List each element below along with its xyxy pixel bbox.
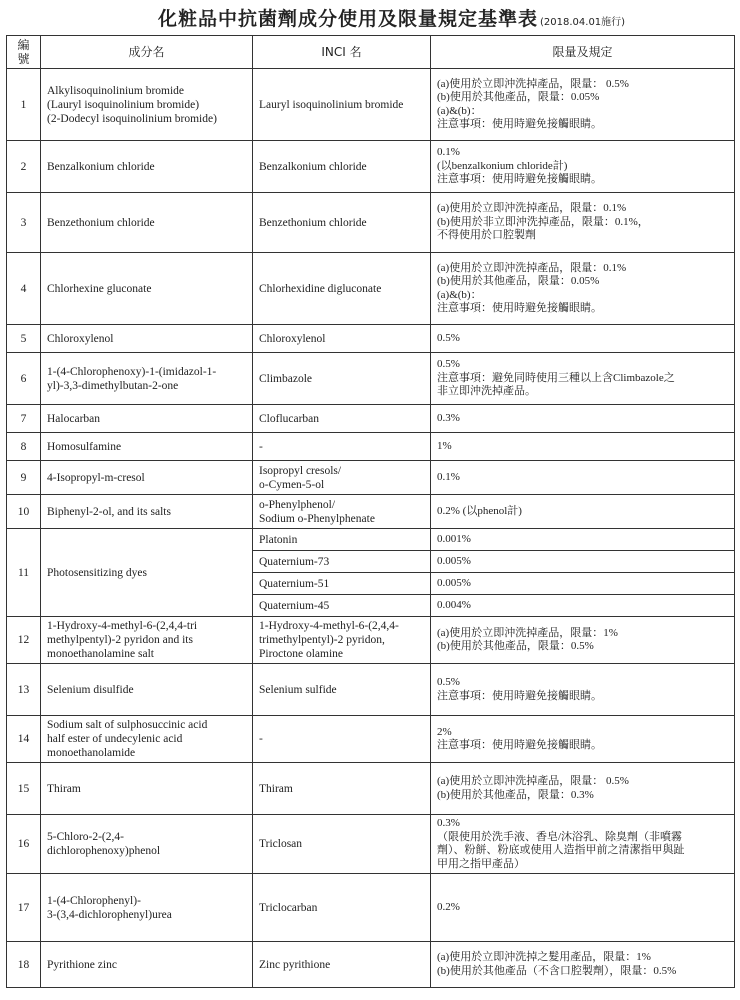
ingredient-name-line: half ester of undecylenic acid	[47, 733, 183, 745]
row-number: 15	[7, 763, 41, 815]
effective-date: (2018.04.01施行)	[540, 17, 626, 28]
ingredient-name-line: Benzethonium chloride	[47, 216, 155, 229]
table-row	[7, 495, 735, 529]
row-number: 3	[7, 193, 41, 253]
limit-rule	[431, 595, 735, 617]
inci-name	[253, 495, 431, 529]
limit-rule-line: 0.2% (以phenol計)	[437, 504, 522, 517]
inci-name	[253, 353, 431, 405]
limit-rule-line: 劑）、粉餅、粉底或使用人造指甲前之清潔指甲與趾	[437, 844, 685, 856]
inci-name	[253, 193, 431, 253]
inci-name-line: trimethylpentyl)-2 pyridon,	[259, 634, 385, 646]
table-row	[7, 193, 735, 253]
ingredient-name	[41, 353, 253, 405]
header-limit: 限量及規定	[431, 36, 735, 69]
row-number: 17	[7, 874, 41, 942]
ingredient-name-line: 5-Chloro-2-(2,4-	[47, 831, 124, 843]
limit-rule-line: (a)使用於立即沖洗掉產品，限量：0.1%	[437, 202, 627, 215]
limit-rule-line: 0.1%	[437, 146, 460, 159]
inci-name	[253, 551, 431, 573]
ingredient-name	[41, 942, 253, 988]
limit-rule-line: 0.5%	[437, 331, 460, 344]
limit-rule	[431, 551, 735, 573]
inci-name	[253, 253, 431, 325]
ingredient-name-line: yl)-3,3-dimethylbutan-2-one	[47, 379, 179, 392]
inci-name	[253, 69, 431, 141]
limit-rule-line: 非立即沖洗掉產品。	[437, 385, 536, 398]
inci-name	[253, 325, 431, 353]
ingredient-name-line: Halocarban	[47, 412, 100, 425]
ingredient-name	[41, 405, 253, 433]
limit-rule-line: 不得使用於口腔製劑	[437, 229, 536, 242]
limit-rule-line: (a)使用於立即沖洗掉產品，限量：0.1%	[437, 261, 627, 274]
ingredient-name-line: 1-(4-Chlorophenoxy)-1-(imidazol-1-	[47, 365, 217, 378]
inci-name	[253, 573, 431, 595]
table-row	[7, 763, 735, 815]
inci-name-line: -	[259, 440, 263, 453]
ingredient-name	[41, 433, 253, 461]
limit-rule	[431, 141, 735, 193]
limit-rule-line: 0.5%	[437, 676, 460, 688]
row-number: 8	[7, 433, 41, 461]
row-number: 7	[7, 405, 41, 433]
table-row	[7, 664, 735, 716]
limit-rule	[431, 716, 735, 763]
header-name: 成分名	[41, 36, 253, 69]
limit-rule-line: 0.2%	[437, 900, 460, 913]
table-row	[7, 253, 735, 325]
limit-rule	[431, 664, 735, 716]
row-number: 2	[7, 141, 41, 193]
inci-name-line: Cloflucarban	[259, 412, 320, 425]
limit-rule-line: 0.004%	[437, 598, 471, 611]
ingredient-name-line: Sodium salt of sulphosuccinic acid	[47, 719, 208, 731]
inci-name-line: Platonin	[259, 533, 298, 546]
row-number: 16	[7, 815, 41, 874]
inci-name	[253, 595, 431, 617]
limit-rule-line: (以benzalkonium chloride計)	[437, 159, 568, 172]
table-row	[7, 815, 735, 874]
inci-name	[253, 763, 431, 815]
ingredient-name-line: (Lauryl isoquinolinium bromide)	[47, 98, 200, 111]
limit-rule	[431, 405, 735, 433]
inci-name-line: Climbazole	[259, 372, 313, 385]
limit-rule-line: 注意事項：避免同時使用三種以上含Climbazole之	[437, 371, 675, 384]
page-title	[158, 4, 625, 31]
limit-rule	[431, 495, 735, 529]
table-row	[7, 353, 735, 405]
ingredient-name	[41, 461, 253, 495]
limit-rule-line: 0.3%	[437, 411, 460, 424]
row-number: 1	[7, 69, 41, 141]
ingredient-name-line: (2-Dodecyl isoquinolinium bromide)	[47, 112, 217, 125]
limit-rule-line: (b)使用於其他產品，限量：0.5%	[437, 640, 594, 652]
row-number: 6	[7, 353, 41, 405]
inci-name-line: Chloroxylenol	[259, 332, 326, 345]
limit-rule-line: (b)使用於其他產品，限量：0.3%	[437, 788, 594, 801]
inci-name-line: Isopropyl cresols/	[259, 464, 342, 477]
limit-rule-line: 1%	[437, 439, 452, 452]
limit-rule-line: 0.1%	[437, 470, 460, 483]
ingredient-name-line: 1-(4-Chlorophenyl)-	[47, 894, 141, 907]
ingredient-name-line: Homosulfamine	[47, 440, 122, 453]
inci-name-line: 1-Hydroxy-4-methyl-6-(2,4,4-	[259, 620, 399, 632]
row-number: 13	[7, 664, 41, 716]
limit-rule-line: 注意事項：使用時避免接觸眼睛。	[437, 173, 602, 186]
inci-name-line: Thiram	[259, 782, 293, 795]
limit-rule	[431, 763, 735, 815]
row-number: 11	[7, 529, 41, 617]
limit-rule-line: (a)使用於立即沖洗掉之髮用產品，限量：1%	[437, 951, 651, 963]
ingredient-name-line: monoethanolamide	[47, 747, 136, 759]
inci-name-line: Quaternium-73	[259, 555, 330, 568]
table-row	[7, 141, 735, 193]
limit-rule	[431, 529, 735, 551]
ingredient-name-line: dichlorophenoxy)phenol	[47, 845, 161, 857]
regulation-table	[6, 35, 735, 988]
inci-name-line: Lauryl isoquinolinium bromide	[259, 98, 404, 111]
inci-name	[253, 617, 431, 664]
limit-rule-line: (b)使用於其他產品，限量：0.05%	[437, 91, 600, 103]
ingredient-name-line: Thiram	[47, 782, 81, 795]
inci-name	[253, 716, 431, 763]
limit-rule-line: 甲用之指甲產品）	[437, 857, 525, 870]
inci-name	[253, 942, 431, 988]
inci-name-line: Chlorhexidine digluconate	[259, 282, 382, 295]
limit-rule-line: (b)使用於其他產品，限量：0.05%	[437, 275, 600, 287]
limit-rule	[431, 617, 735, 664]
table-body	[7, 69, 735, 988]
ingredient-name-line: Chloroxylenol	[47, 332, 114, 345]
ingredient-name-line: Chlorhexine gluconate	[47, 282, 152, 295]
row-number: 14	[7, 716, 41, 763]
limit-rule-line: (a)&(b)：	[437, 104, 482, 117]
limit-rule-line: （限使用於洗手液、香皂/沐浴乳、除臭劑（非噴霧	[437, 830, 683, 843]
limit-rule-line: (a)使用於立即沖洗掉產品，限量： 0.5%	[437, 775, 629, 787]
inci-name-line: o-Phenylphenol/	[259, 498, 336, 511]
limit-rule-line: 0.3%	[437, 817, 460, 829]
inci-name	[253, 461, 431, 495]
header-inci: INCI 名	[253, 36, 431, 69]
ingredient-name	[41, 763, 253, 815]
limit-rule-line: (a)&(b)：	[437, 288, 482, 301]
ingredient-name	[41, 617, 253, 664]
inci-name-line: Sodium o-Phenylphenate	[259, 512, 375, 525]
row-number: 12	[7, 617, 41, 664]
ingredient-name-line: 3-(3,4-dichlorophenyl)urea	[47, 908, 172, 921]
table-row	[7, 325, 735, 353]
inci-name	[253, 405, 431, 433]
inci-name-line: Triclosan	[259, 838, 303, 850]
limit-rule	[431, 193, 735, 253]
limit-rule-line: (a)使用於立即沖洗掉產品，限量： 0.5%	[437, 77, 629, 90]
inci-name	[253, 529, 431, 551]
limit-rule	[431, 353, 735, 405]
table-row	[7, 69, 735, 141]
title-text: 化粧品中抗菌劑成分使用及限量規定基準表	[158, 8, 539, 30]
ingredient-name	[41, 495, 253, 529]
limit-rule	[431, 69, 735, 141]
ingredient-name-line: methylpentyl)-2 pyridon and its	[47, 634, 193, 646]
row-number: 4	[7, 253, 41, 325]
inci-name-line: Benzethonium chloride	[259, 216, 367, 229]
inci-name	[253, 664, 431, 716]
table-row	[7, 716, 735, 763]
inci-name-line: Benzalkonium chloride	[259, 160, 367, 173]
inci-name	[253, 433, 431, 461]
ingredient-name-line: monoethanolamine salt	[47, 648, 154, 660]
inci-name	[253, 874, 431, 942]
row-number: 10	[7, 495, 41, 529]
limit-rule-line: 注意事項：使用時避免接觸眼睛。	[437, 302, 602, 314]
table-row	[7, 617, 735, 664]
ingredient-name	[41, 69, 253, 141]
limit-rule	[431, 433, 735, 461]
table-row	[7, 461, 735, 495]
inci-name	[253, 815, 431, 874]
limit-rule-line: (a)使用於立即沖洗掉產品，限量：1%	[437, 626, 618, 639]
ingredient-name	[41, 529, 253, 617]
limit-rule-line: 0.5%	[437, 358, 460, 371]
ingredient-name-line: 1-Hydroxy-4-methyl-6-(2,4,4-tri	[47, 620, 198, 632]
limit-rule	[431, 815, 735, 874]
ingredient-name-line: Photosensitizing dyes	[47, 566, 147, 579]
ingredient-name	[41, 141, 253, 193]
inci-name-line: Piroctone olamine	[259, 648, 343, 660]
table-row	[7, 433, 735, 461]
inci-name-line: Quaternium-45	[259, 599, 330, 612]
header	[0, 0, 740, 30]
ingredient-name-line: Alkylisoquinolinium bromide	[47, 84, 185, 97]
limit-rule-line: 注意事項：使用時避免接觸眼睛。	[437, 739, 602, 751]
table-row	[7, 405, 735, 433]
limit-rule	[431, 942, 735, 988]
ingredient-name-line: 4-Isopropyl-m-cresol	[47, 471, 145, 484]
limit-rule-line: 0.001%	[437, 532, 471, 545]
row-number: 9	[7, 461, 41, 495]
inci-name-line: Quaternium-51	[259, 577, 330, 590]
limit-rule	[431, 461, 735, 495]
inci-name-line: Selenium sulfide	[259, 683, 337, 696]
limit-rule	[431, 253, 735, 325]
header-no: 編號	[7, 36, 41, 69]
table-header-row	[7, 36, 735, 69]
row-number: 5	[7, 325, 41, 353]
ingredient-name	[41, 664, 253, 716]
limit-rule-line: 2%	[437, 725, 452, 738]
limit-rule	[431, 573, 735, 595]
ingredient-name-line: Benzalkonium chloride	[47, 160, 155, 173]
ingredient-name	[41, 193, 253, 253]
limit-rule	[431, 325, 735, 353]
ingredient-name	[41, 874, 253, 942]
inci-name-line: Triclocarban	[259, 901, 318, 914]
limit-rule-line: (b)使用於非立即沖洗掉產品，限量：0.1%，	[437, 215, 649, 228]
ingredient-name-line: Pyrithione zinc	[47, 958, 117, 971]
row-number: 18	[7, 942, 41, 988]
table-row	[7, 942, 735, 988]
ingredient-name	[41, 815, 253, 874]
limit-rule	[431, 874, 735, 942]
table-row	[7, 529, 735, 551]
limit-rule-line: 0.005%	[437, 576, 471, 589]
ingredient-name	[41, 716, 253, 763]
table-row	[7, 874, 735, 942]
limit-rule-line: 0.005%	[437, 554, 471, 567]
limit-rule-line: 注意事項：使用時避免接觸眼睛。	[437, 118, 602, 130]
inci-name-line: -	[259, 733, 263, 745]
ingredient-name	[41, 325, 253, 353]
ingredient-name	[41, 253, 253, 325]
ingredient-name-line: Biphenyl-2-ol, and its salts	[47, 505, 171, 518]
limit-rule-line: 注意事項：使用時避免接觸眼睛。	[437, 689, 602, 702]
inci-name	[253, 141, 431, 193]
ingredient-name-line: Selenium disulfide	[47, 683, 134, 696]
inci-name-line: Zinc pyrithione	[259, 958, 331, 971]
inci-name-line: o-Cymen-5-ol	[259, 478, 325, 491]
limit-rule-line: (b)使用於其他產品（不含口腔製劑），限量：0.5%	[437, 964, 677, 977]
